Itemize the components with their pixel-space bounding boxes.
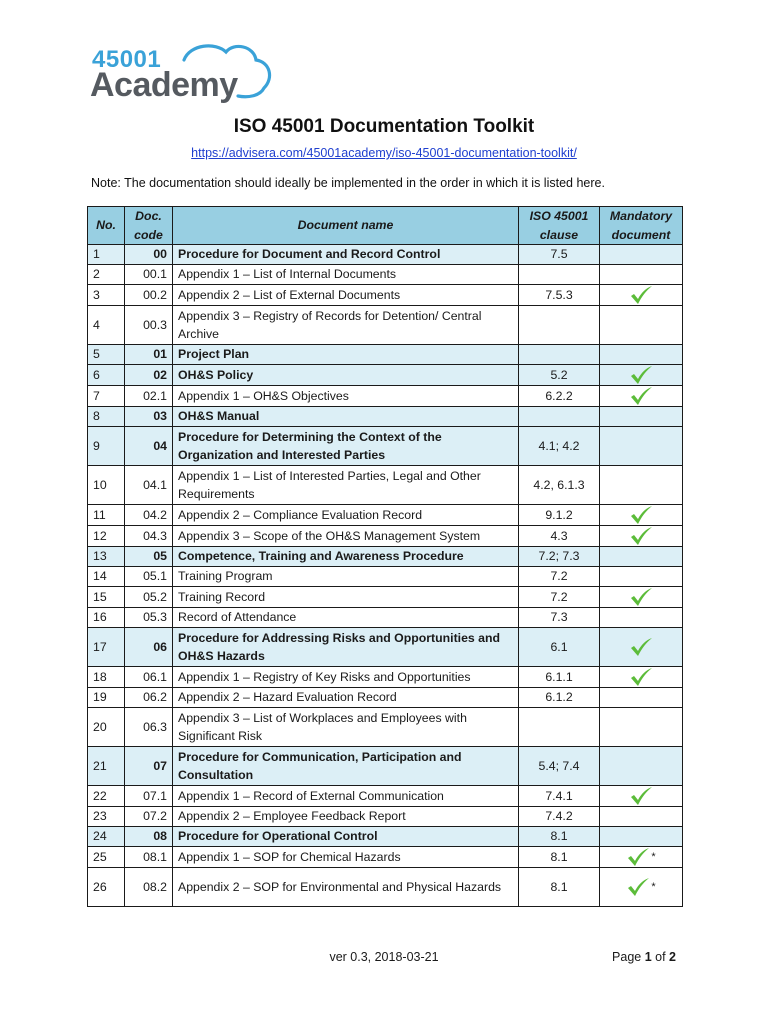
row-number: 22 [88,786,125,807]
row-number: 19 [88,688,125,708]
doc-code: 04.3 [125,526,173,547]
doc-code: 06.2 [125,688,173,708]
doc-code: 06.3 [125,708,173,747]
document-name: Appendix 2 – List of External Documents [173,285,519,306]
row-number: 18 [88,667,125,688]
mandatory-cell [600,567,683,587]
logo-number: 45001 [92,46,162,73]
doc-code: 04.2 [125,505,173,526]
document-name: Appendix 1 – List of Interested Parties, Legal and Other Requirements [173,466,519,505]
iso-clause: 7.4.2 [519,807,600,827]
mandatory-cell [600,427,683,466]
doc-code: 05.1 [125,567,173,587]
iso-clause: 7.5.3 [519,285,600,306]
table-row [88,526,683,547]
mandatory-cell [600,265,683,285]
table-row [88,306,683,345]
page-total: 2 [669,950,676,964]
doc-code: 01 [125,345,173,365]
row-number: 15 [88,587,125,608]
document-name: Appendix 1 – List of Internal Documents [173,265,519,285]
mandatory-cell [600,466,683,505]
row-number: 4 [88,306,125,345]
doc-code: 02.1 [125,386,173,407]
document-name: Record of Attendance [173,608,519,628]
document-name: Appendix 2 – SOP for Environmental and Physical Hazards [173,868,519,907]
document-name: OH&S Manual [173,407,519,427]
iso-clause: 6.1.1 [519,667,600,688]
mandatory-cell [600,628,683,667]
mandatory-cell [600,365,683,386]
mandatory-cell [600,285,683,306]
table-row [88,466,683,505]
checkmark-icon [626,847,650,867]
mandatory-cell [600,608,683,628]
table-row [88,427,683,466]
row-number: 12 [88,526,125,547]
document-name: Appendix 1 – Record of External Communication [173,786,519,807]
mandatory-cell [600,587,683,608]
doc-code: 04 [125,427,173,466]
document-name: Appendix 1 – OH&S Objectives [173,386,519,407]
mandatory-cell [600,747,683,786]
row-number: 20 [88,708,125,747]
row-number: 5 [88,345,125,365]
checkmark-icon [629,505,653,525]
document-name: Procedure for Document and Record Control [173,245,519,265]
row-number: 16 [88,608,125,628]
mandatory-cell [600,526,683,547]
row-number: 7 [88,386,125,407]
doc-code: 07.2 [125,807,173,827]
iso-clause: 4.2, 6.1.3 [519,466,600,505]
mandatory-cell [600,847,683,868]
table-row [88,786,683,807]
header-name: Document name [173,207,519,245]
document-name: Appendix 2 – Employee Feedback Report [173,807,519,827]
iso-clause [519,306,600,345]
table-row [88,365,683,386]
header-no: No. [88,207,125,245]
table-row [88,807,683,827]
documents-table [87,206,683,907]
mandatory-cell [600,708,683,747]
document-name: Appendix 3 – Registry of Records for Detention/ Central Archive [173,306,519,345]
iso-clause: 7.3 [519,608,600,628]
doc-code: 02 [125,365,173,386]
document-name: Procedure for Determining the Context of the Organization and Interested Parties [173,427,519,466]
doc-code: 07 [125,747,173,786]
iso-clause: 8.1 [519,827,600,847]
table-row [88,747,683,786]
mandatory-cell [600,547,683,567]
checkmark-icon [629,637,653,657]
mandatory-cell [600,868,683,907]
doc-code: 00 [125,245,173,265]
document-name: Training Program [173,567,519,587]
row-number: 11 [88,505,125,526]
iso-clause: 7.5 [519,245,600,265]
checkmark-icon [629,365,653,385]
iso-clause: 5.4; 7.4 [519,747,600,786]
doc-code: 06 [125,628,173,667]
row-number: 8 [88,407,125,427]
mandatory-cell [600,807,683,827]
mandatory-cell [600,688,683,708]
checkmark-icon [629,526,653,546]
iso-clause: 7.2 [519,587,600,608]
mandatory-cell [600,786,683,807]
table-row [88,608,683,628]
table-row [88,628,683,667]
doc-code: 03 [125,407,173,427]
footer-page-number [612,950,676,964]
iso-clause: 9.1.2 [519,505,600,526]
document-name: OH&S Policy [173,365,519,386]
document-name: Appendix 2 – Compliance Evaluation Record [173,505,519,526]
table-row [88,827,683,847]
page-current: 1 [644,950,652,964]
table-row [88,567,683,587]
row-number: 24 [88,827,125,847]
iso-clause: 8.1 [519,868,600,907]
page-prefix: Page [612,950,645,964]
doc-code: 00.2 [125,285,173,306]
table-row [88,245,683,265]
doc-code: 08.1 [125,847,173,868]
mandatory-cell [600,345,683,365]
table-row [88,407,683,427]
iso-clause: 6.1 [519,628,600,667]
row-number: 1 [88,245,125,265]
table-row [88,265,683,285]
iso-clause [519,265,600,285]
checkmark-icon [629,587,653,607]
mandatory-cell [600,306,683,345]
doc-code: 00.3 [125,306,173,345]
iso-clause [519,345,600,365]
table-header-row [88,207,683,245]
iso-clause: 8.1 [519,847,600,868]
doc-code: 08 [125,827,173,847]
checkmark-icon [629,285,653,305]
row-number: 14 [88,567,125,587]
iso-clause: 6.1.2 [519,688,600,708]
document-name: Appendix 3 – List of Workplaces and Employees with Significant Risk [173,708,519,747]
doc-code: 04.1 [125,466,173,505]
doc-code: 07.1 [125,786,173,807]
row-number: 6 [88,365,125,386]
mandatory-cell [600,386,683,407]
row-number: 2 [88,265,125,285]
doc-code: 08.2 [125,868,173,907]
row-number: 3 [88,285,125,306]
header-mandatory: Mandatory document [600,207,683,245]
table-row [88,386,683,407]
academy-logo [88,40,278,110]
row-number: 17 [88,628,125,667]
table-row [88,688,683,708]
iso-clause: 5.2 [519,365,600,386]
mandatory-cell [600,505,683,526]
document-name: Procedure for Operational Control [173,827,519,847]
row-number: 9 [88,427,125,466]
footnote-asterisk: * [651,880,656,893]
document-name: Appendix 2 – Hazard Evaluation Record [173,688,519,708]
row-number: 25 [88,847,125,868]
document-name: Appendix 3 – Scope of the OH&S Management System [173,526,519,547]
doc-code: 05.3 [125,608,173,628]
mandatory-cell [600,667,683,688]
iso-clause: 4.1; 4.2 [519,427,600,466]
logo-word: Academy [90,66,238,104]
table-row [88,587,683,608]
table-row [88,547,683,567]
checkmark-icon [629,386,653,406]
table-row [88,868,683,907]
document-name: Training Record [173,587,519,608]
mandatory-cell [600,827,683,847]
checkmark-icon [629,667,653,687]
iso-clause: 7.4.1 [519,786,600,807]
iso-clause [519,407,600,427]
table-row [88,345,683,365]
doc-code: 06.1 [125,667,173,688]
iso-clause: 7.2 [519,567,600,587]
iso-clause [519,708,600,747]
doc-code: 00.1 [125,265,173,285]
document-name: Appendix 1 – SOP for Chemical Hazards [173,847,519,868]
row-number: 13 [88,547,125,567]
iso-clause: 6.2.2 [519,386,600,407]
document-name: Competence, Training and Awareness Procedure [173,547,519,567]
row-number: 21 [88,747,125,786]
row-number: 10 [88,466,125,505]
footer-version: ver 0.3, 2018-03-21 [329,950,439,964]
implementation-note: Note: The documentation should ideally be implemented in the order in which it is listed here. [91,176,605,190]
checkmark-icon [626,877,650,897]
doc-code: 05.2 [125,587,173,608]
mandatory-cell [600,245,683,265]
checkmark-icon [629,786,653,806]
row-number: 26 [88,868,125,907]
document-name: Procedure for Addressing Risks and Opportunities and OH&S Hazards [173,628,519,667]
page-mid: of [651,950,670,964]
toolkit-link[interactable]: https://advisera.com/45001academy/iso-45001-documentation-toolkit/ [191,146,577,160]
row-number: 23 [88,807,125,827]
document-name: Procedure for Communication, Participation and Consultation [173,747,519,786]
iso-clause: 7.2; 7.3 [519,547,600,567]
table-row [88,505,683,526]
header-code: Doc. code [125,207,173,245]
iso-clause: 4.3 [519,526,600,547]
document-name: Appendix 1 – Registry of Key Risks and Opportunities [173,667,519,688]
header-clause: ISO 45001 clause [519,207,600,245]
table-row [88,847,683,868]
table-row [88,285,683,306]
mandatory-cell [600,407,683,427]
doc-code: 05 [125,547,173,567]
page-title: ISO 45001 Documentation Toolkit [233,116,535,137]
table-row [88,667,683,688]
document-name: Project Plan [173,345,519,365]
table-row [88,708,683,747]
footnote-asterisk: * [651,850,656,863]
